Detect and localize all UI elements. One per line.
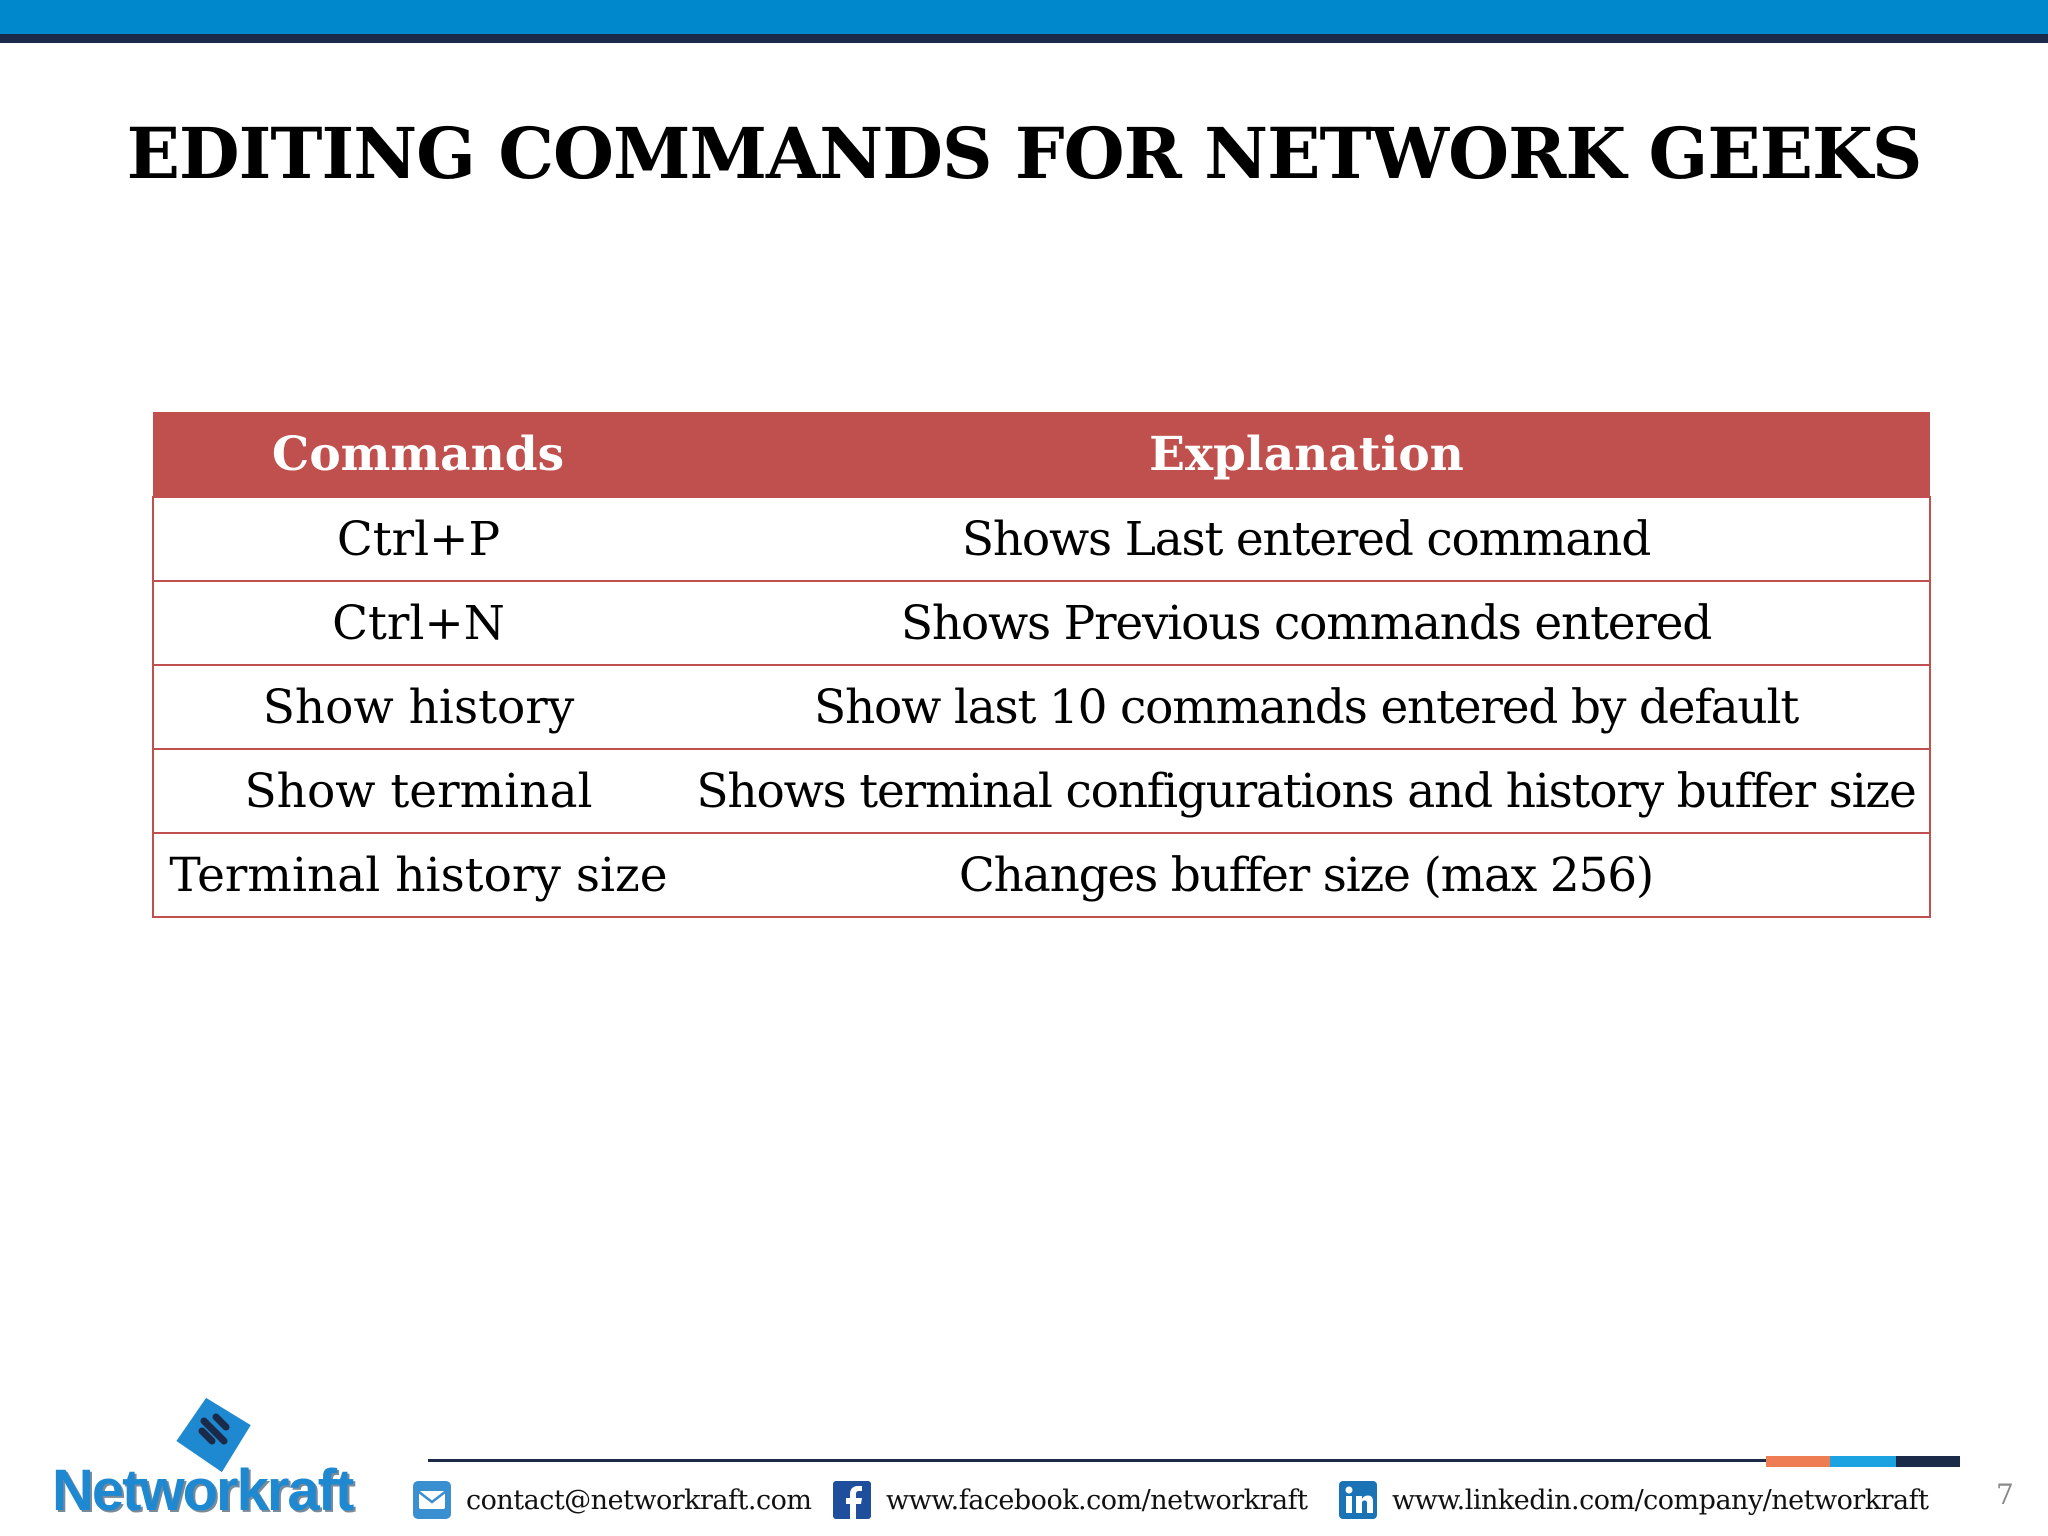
commands-table <box>152 412 1931 918</box>
table-row <box>153 749 1930 833</box>
table-row <box>153 665 1930 749</box>
linkedin-contact[interactable] <box>1338 1478 1928 1522</box>
facebook-contact[interactable] <box>832 1478 1307 1522</box>
email-icon <box>412 1480 452 1520</box>
networkraft-logo[interactable] <box>52 1395 372 1525</box>
explanation-cell: Shows terminal configurations and history buffer size <box>683 749 1930 833</box>
footer-divider <box>428 1459 1958 1462</box>
facebook-icon <box>832 1480 872 1520</box>
table-row <box>153 581 1930 665</box>
command-cell: Terminal history size <box>153 833 683 917</box>
page-number: 7 <box>1996 1478 2014 1511</box>
command-cell: Show terminal <box>153 749 683 833</box>
slide-title: EDITING COMMANDS FOR NETWORK GEEKS <box>126 112 1922 195</box>
explanation-cell: Shows Previous commands entered <box>683 581 1930 665</box>
linkedin-icon <box>1338 1480 1378 1520</box>
footer-accent-dark <box>1896 1456 1960 1467</box>
explanation-cell: Changes buffer size (max 256) <box>683 833 1930 917</box>
linkedin-link[interactable]: www.linkedin.com/company/networkraft <box>1392 1484 1929 1516</box>
table-row <box>153 833 1930 917</box>
table-header-row <box>153 412 1930 497</box>
command-cell: Ctrl+P <box>153 497 683 581</box>
command-cell: Ctrl+N <box>153 581 683 665</box>
email-contact[interactable] <box>412 1478 811 1522</box>
explanation-cell: Show last 10 commands entered by default <box>683 665 1930 749</box>
email-link[interactable]: contact@networkraft.com <box>466 1484 812 1516</box>
footer-accent-blue <box>1830 1456 1896 1467</box>
facebook-link[interactable]: www.facebook.com/networkraft <box>886 1484 1308 1516</box>
table-row <box>153 497 1930 581</box>
explanation-cell: Shows Last entered command <box>683 497 1930 581</box>
footer-accent-orange <box>1766 1456 1830 1467</box>
top-divider-bar <box>0 34 2048 43</box>
logo-text: Networkraft <box>52 1458 353 1523</box>
top-accent-bar <box>0 0 2048 34</box>
column-header-explanation: Explanation <box>683 412 1930 497</box>
column-header-commands: Commands <box>153 412 683 497</box>
command-cell: Show history <box>153 665 683 749</box>
